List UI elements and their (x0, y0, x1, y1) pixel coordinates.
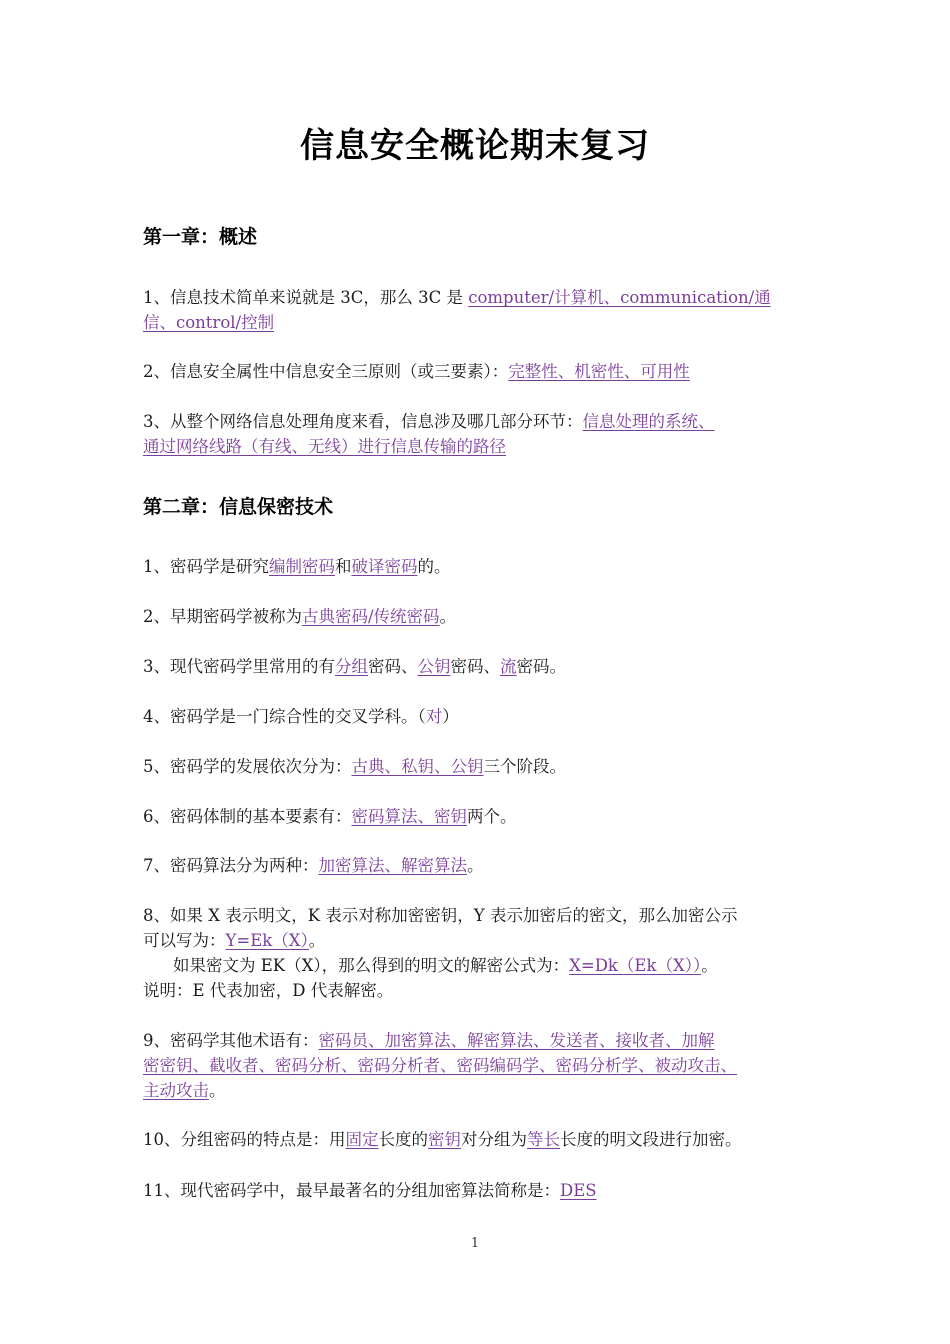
ch2-question-4: 4、密码学是一门综合性的交叉学科。（对） (143, 707, 459, 726)
answer-text: 等长 (527, 1130, 560, 1149)
ch1-question-2 (143, 359, 808, 384)
answer-text: 古典密码/传统密码 (302, 607, 440, 626)
ch2-question-7: 7、密码算法分为两种：加密算法、解密算法。 (143, 856, 484, 875)
answer-text: 主动攻击 (143, 1081, 209, 1100)
answer-text: 信息处理的系统、 (582, 412, 715, 431)
ch2-question-6: 6、密码体制的基本要素有：密码算法、密钥两个。 (143, 807, 517, 826)
chapter-1-heading: 第一章：概述 (143, 226, 258, 248)
page-number: 1 (470, 1236, 480, 1251)
ch2-question-3: 3、现代密码学里常用的有分组密码、公钥密码、流密码。 (143, 657, 566, 676)
ch2-question-5: 5、密码学的发展依次分为：古典、私钥、公钥三个阶段。 (143, 757, 566, 776)
answer-text: 加密算法、解密算法 (318, 856, 467, 875)
answer-text: 固定 (345, 1130, 379, 1149)
answer-text: DES (560, 1181, 597, 1200)
answer-text: computer/计算机、communication/通 (468, 288, 771, 307)
ch2-question-9: 9、密码学其他术语有：密码员、加密算法、解密算法、发送者、接收者、加解 密密钥、截收者、密码分析、密码分析者、密码编码学、密码分析学、被动攻击、 主动攻击。 (143, 1031, 737, 1100)
ch2-question-11: 11、现代密码学中，最早最著名的分组加密算法简称是：DES (143, 1181, 597, 1200)
question-text: 3、从整个网络信息处理角度来看，信息涉及哪几部分环节： (143, 412, 583, 431)
answer-text: 古典、私钥、公钥 (351, 757, 484, 776)
answer-text: 信、control/控制 (143, 313, 275, 332)
answer-text: Y=Ek（X） (225, 931, 309, 950)
answer-text: 破译密码 (351, 557, 418, 576)
ch2-question-10: 10、分组密码的特点是：用固定长度的密钥对分组为等长长度的明文段进行加密。 (143, 1130, 742, 1149)
question-text: 1、信息技术简单来说就是 3C，那么 3C 是 (143, 288, 469, 307)
answer-text: X=Dk（Ek（X）） (569, 956, 702, 975)
answer-text: 对 (425, 707, 443, 726)
answer-text: 密码员、加密算法、解密算法、发送者、接收者、加解 (318, 1031, 715, 1050)
question-text: 2、信息安全属性中信息安全三原则（或三要素）： (143, 362, 509, 381)
ch1-question-3 (143, 409, 808, 459)
answer-text: 密码算法、密钥 (351, 807, 467, 826)
ch2-question-1: 1、密码学是研究编制密码和破译密码的。 (143, 557, 451, 576)
answer-text: 完整性、机密性、可用性 (508, 362, 690, 381)
ch2-question-8: 8、如果 X 表示明文，K 表示对称加密密钥，Y 表示加密后的密文，那么加密公示 可以写为：Y=Ek（X）。 如果密文为 EK（X），那么得到的明文的解密公式为：X=Dk（Ek（X））。 说明：E 代表加密，D 代表解密。 (143, 906, 738, 1000)
answer-text: 密钥 (428, 1130, 461, 1149)
document-title: 信息安全概论期末复习 (300, 126, 650, 166)
answer-text: 公钥 (417, 657, 451, 676)
answer-text: 密密钥、截收者、密码分析、密码分析者、密码编码学、密码分析学、被动攻击、 (143, 1056, 737, 1075)
ch1-question-1 (143, 285, 808, 335)
answer-text: 流 (500, 657, 517, 676)
ch2-question-2: 2、早期密码学被称为古典密码/传统密码。 (143, 607, 457, 626)
answer-text: 编制密码 (269, 557, 335, 576)
answer-text: 分组 (335, 657, 368, 676)
answer-text: 通过网络线路（有线、无线）进行信息传输的路径 (143, 437, 506, 456)
chapter-2-heading: 第二章：信息保密技术 (143, 496, 334, 518)
